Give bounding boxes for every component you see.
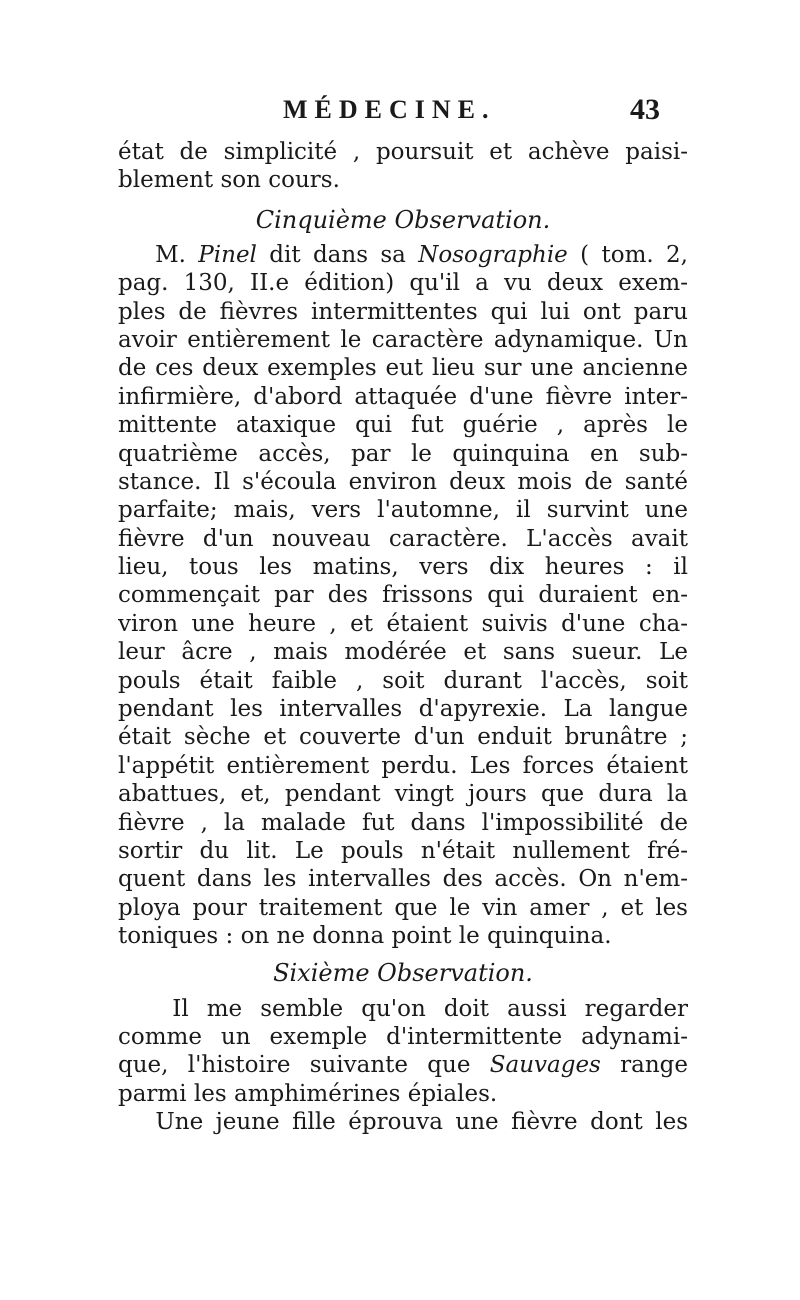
text-segment: M. [155, 241, 199, 268]
text-line: commençait par des frissons qui duraient en- [118, 582, 688, 609]
text-line: fièvre , la malade fut dans l'impossibilité de [118, 809, 688, 836]
text-segment: dit dans sa [256, 241, 419, 268]
section-title-fifth-observation: Cinquième Observation. [255, 205, 551, 234]
text-segment: Une jeune fille éprouva une fièvre dont les [155, 1109, 688, 1136]
text-line: pag. 130, II.e édition) qu'il a vu deux exem- [118, 270, 688, 297]
text-line: de ces deux exemples eut lieu sur une ancienne [118, 355, 688, 382]
text-line: fièvre d'un nouveau caractère. L'accès avait [118, 525, 688, 552]
text-line: stance. Il s'écoula environ deux mois de santé [118, 468, 688, 495]
text-line: mittente ataxique qui fut guérie , après le [118, 412, 688, 439]
text-segment: range [600, 1052, 688, 1079]
text-line [118, 1108, 688, 1136]
text-line: pouls était faible , soit durant l'accès, soit [118, 667, 688, 694]
text-line: viron une heure , et étaient suivis d'une cha- [118, 610, 688, 637]
text-line: parfaite; mais, vers l'automne, il survint une [118, 497, 688, 524]
text-line: comme un exemple d'intermittente adynami- [118, 1023, 688, 1050]
text-segment: Il me semble qu'on doit aussi regarder [172, 995, 688, 1022]
author-name: Pinel [198, 241, 257, 268]
text-segment: ( tom. 2, [567, 241, 688, 268]
text-line: toniques : on ne donna point le quinquina. [118, 923, 612, 950]
text-line: ploya pour traitement que le vin amer , et les [118, 894, 688, 921]
text-line: abattues, et, pendant vingt jours que dura la [118, 781, 688, 808]
text-line [118, 241, 688, 269]
text-line: l'appétit entièrement perdu. Les forces étaient [118, 752, 688, 779]
text-line: blement son cours. [118, 167, 340, 194]
text-line: pendant les intervalles d'apyrexie. La langue [118, 696, 688, 723]
text-line: lieu, tous les matins, vers dix heures : il [118, 554, 688, 581]
author-name: Sauvages [489, 1052, 601, 1079]
text-line [118, 995, 688, 1023]
section-title-sixth-observation: Sixième Observation. [273, 958, 533, 987]
body-text [118, 138, 688, 1137]
text-line: ples de fièvres intermittentes qui lui ont paru [118, 298, 688, 325]
text-line: quatrième accès, par le quinquina en sub- [118, 440, 688, 467]
text-line: quent dans les intervalles des accès. On n'em- [118, 866, 688, 893]
text-line: leur âcre , mais modérée et sans sueur. Le [118, 639, 688, 666]
running-head: MÉDECINE. [283, 95, 496, 124]
text-line: état de simplicité , poursuit et achève paisi- [118, 139, 688, 165]
page-number: 43 [630, 93, 660, 126]
text-line: parmi les amphimérines épiales. [118, 1080, 498, 1107]
text-line: avoir entièrement le caractère adynamique. Un [118, 326, 688, 353]
book-title: Nosographie [418, 241, 568, 268]
text-line: sortir du lit. Le pouls n'était nullement fré- [118, 837, 688, 864]
text-line: infirmière, d'abord attaquée d'une fièvre inter- [118, 383, 688, 410]
page-header [0, 95, 800, 135]
text-line: était sèche et couverte d'un enduit brunâtre ; [118, 724, 688, 751]
text-segment: que, l'histoire suivante que [118, 1052, 490, 1079]
text-line [118, 1051, 688, 1079]
